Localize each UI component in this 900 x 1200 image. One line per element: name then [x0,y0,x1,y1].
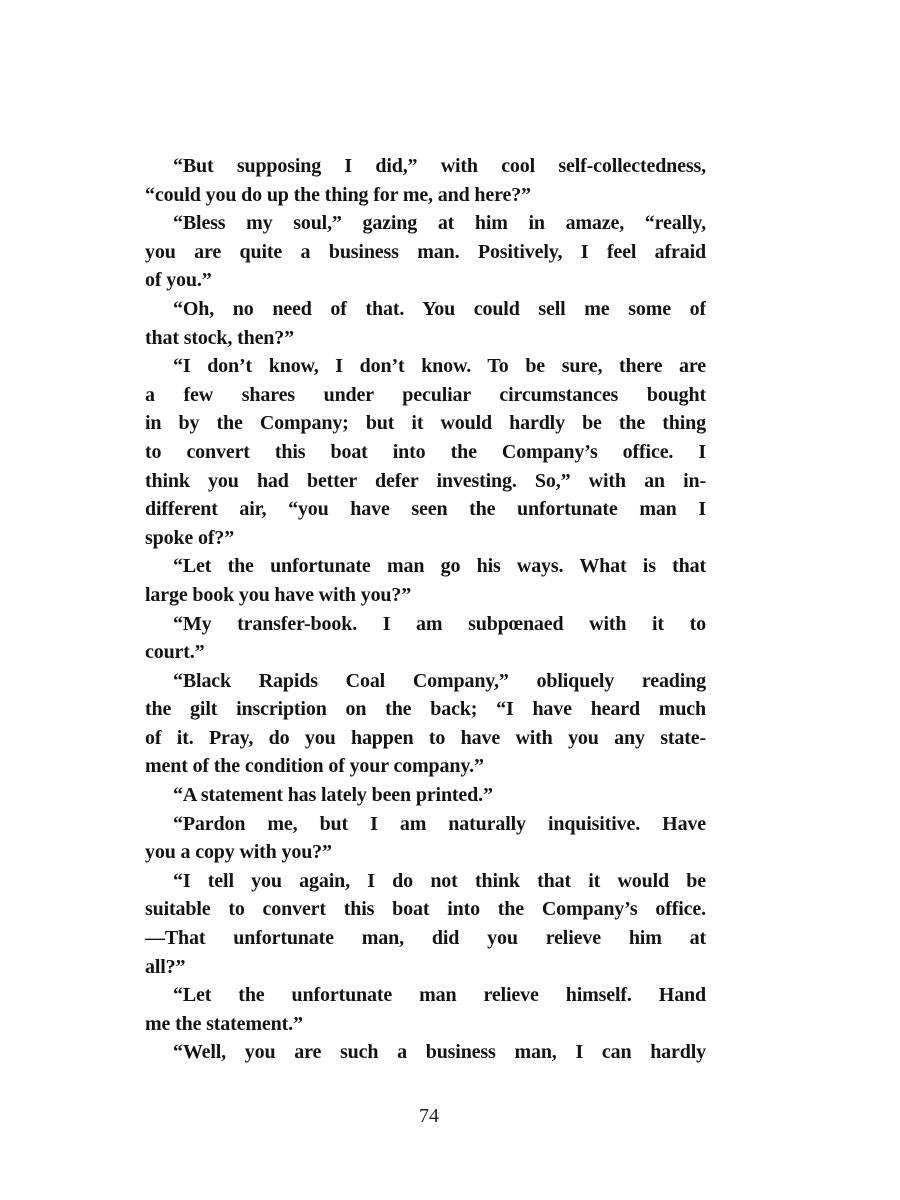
text-line: to convert this boat into the Company’s office. I [145,440,706,463]
text-line: think you had better defer investing. So,” with an in- [145,469,706,492]
text-line: “My transfer-book. I am subpœnaed with it to [173,612,706,635]
text-line: me the statement.” [145,1012,303,1035]
text-line: “But supposing I did,” with cool self-collectedness, [173,155,706,177]
text-line: “could you do up the thing for me, and here?” [145,183,531,206]
text-line: “I don’t know, I don’t know. To be sure, there are [173,355,706,378]
text-line: you are quite a business man. Positively, I feel afraid [145,240,706,263]
text-line: large book you have with you?” [145,583,412,606]
text-line: “I tell you again, I do not think that it would be [173,869,706,892]
text-line: that stock, then?” [145,326,294,349]
text-line: the gilt inscription on the back; “I have heard much [145,698,706,721]
text-line: “A statement has lately been printed.” [173,784,493,807]
body-text [145,152,706,1067]
text-line: a few shares under peculiar circumstances bought [145,383,706,406]
text-line: court.” [145,641,205,664]
text-line: “Let the unfortunate man go his ways. What is that [173,555,706,578]
text-line: “Let the unfortunate man relieve himself. Hand [173,984,706,1007]
text-line: —That unfortunate man, did you relieve him at [145,927,706,950]
text-line: you a copy with you?” [145,841,332,864]
page-number: 74 [419,1105,439,1127]
text-line: “Black Rapids Coal Company,” obliquely reading [173,669,706,692]
text-line: “Oh, no need of that. You could sell me some of [173,297,706,320]
text-line: “Bless my soul,” gazing at him in amaze, “really, [173,212,706,235]
text-line: different air, “you have seen the unfortunate man I [145,498,706,521]
text-line: suitable to convert this boat into the Company’s office. [145,898,706,921]
text-line: “Well, you are such a business man, I can hardly [173,1041,706,1064]
text-line: of you.” [145,269,212,292]
text-line: “Pardon me, but I am naturally inquisitive. Have [173,812,706,835]
text-line: spoke of?” [145,526,235,549]
text-line: ment of the condition of your company.” [145,755,484,778]
text-line: of it. Pray, do you happen to have with you any state- [145,726,706,749]
text-line: all?” [145,955,186,978]
text-line: in by the Company; but it would hardly be the thing [145,412,706,435]
